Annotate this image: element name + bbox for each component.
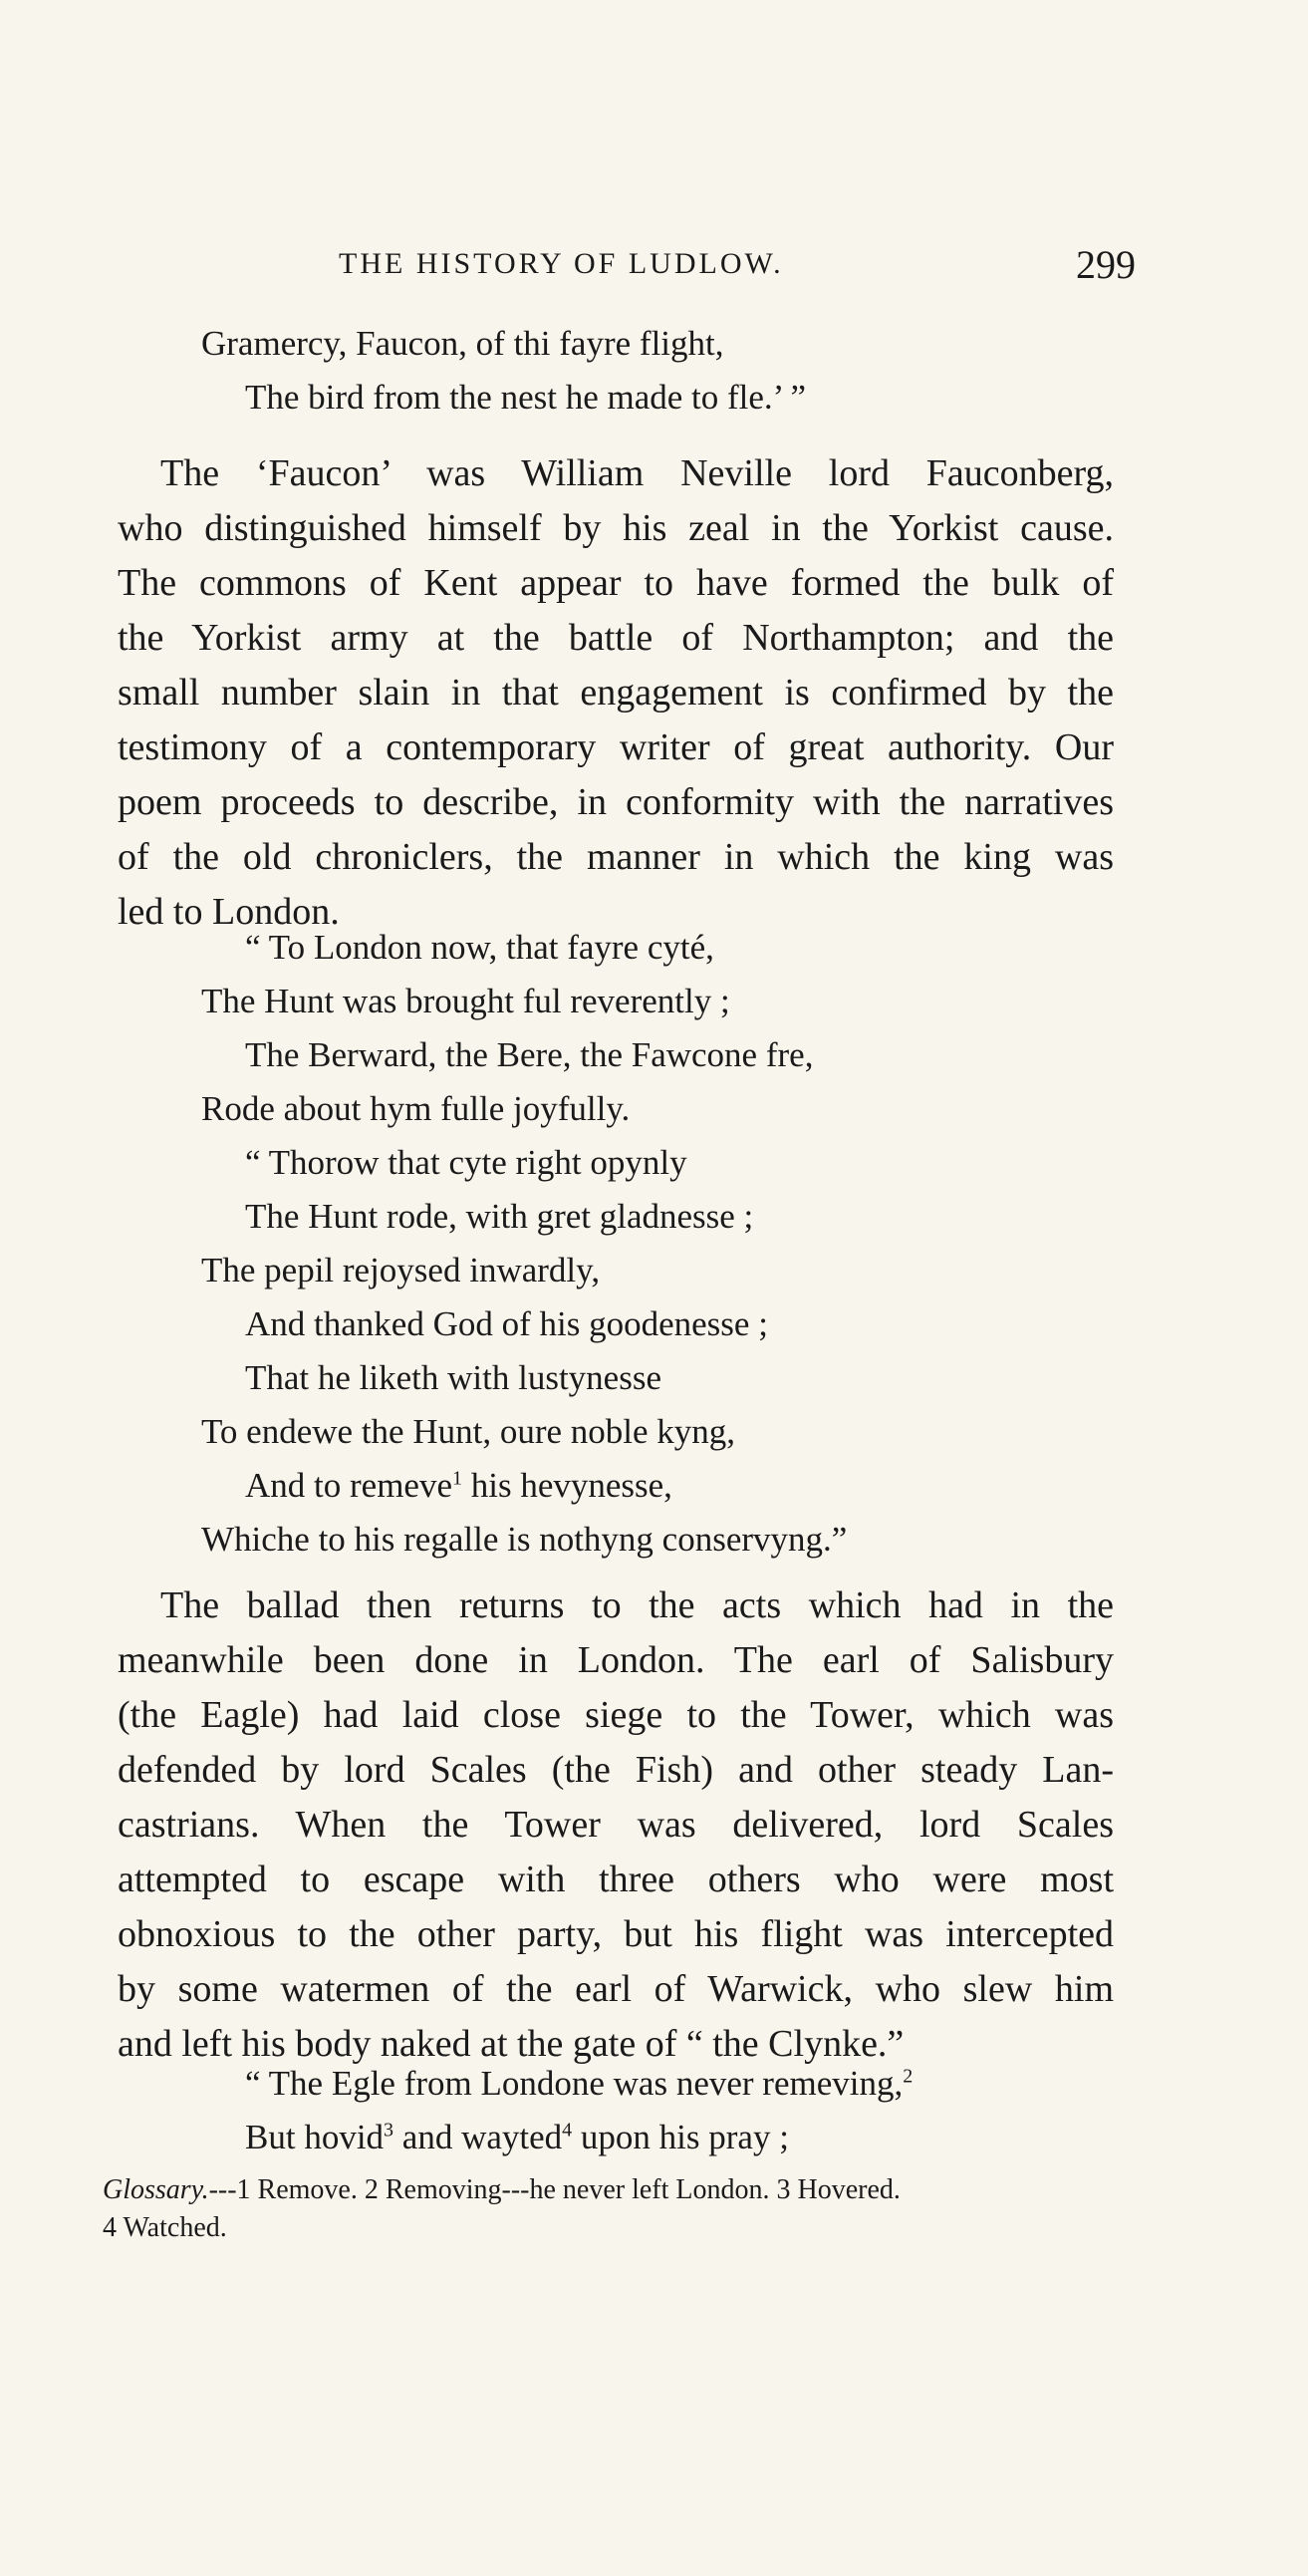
- page-number: 299: [1076, 242, 1136, 287]
- running-title: THE HISTORY OF LUDLOW.: [339, 247, 784, 280]
- footnote-line: 4 Watched.: [103, 2212, 227, 2243]
- verse-line: The Hunt was brought ful reverently ;: [201, 982, 730, 1020]
- paragraph-line: obnoxious to the other party, but his flight was intercepted: [118, 1913, 1114, 1955]
- verse-fragment: [201, 317, 806, 425]
- verse-text: And to remeve: [245, 1466, 452, 1505]
- verse-line: [201, 2111, 913, 2164]
- verse-line: The bird from the nest he made to fle.’ ”: [245, 378, 807, 417]
- verse-line: To endewe the Hunt, oure noble kyng,: [201, 1412, 736, 1451]
- paragraph-line: the Yorkist army at the battle of Northampton; and the: [118, 617, 1114, 659]
- paragraph-line: and left his body naked at the gate of “ the Clynke.”: [118, 2023, 905, 2065]
- verse-line: [201, 1459, 847, 1513]
- paragraph-line: The ‘Faucon’ was William Neville lord Fauconberg,: [160, 452, 1114, 494]
- glossary-label: Glossary.: [103, 2174, 209, 2205]
- paragraph-faucon: [118, 446, 1114, 940]
- verse-line: Whiche to his regalle is nothyng conservyng.”: [201, 1520, 848, 1559]
- verse-text: “ The Egle from Londone was never remeving,: [245, 2064, 904, 2103]
- verse-line: Gramercy, Faucon, of thi fayre flight,: [201, 324, 724, 363]
- verse-line: “ To London now, that fayre cyté,: [245, 928, 714, 967]
- paragraph-line: of the old chroniclers, the manner in which the king was: [118, 836, 1114, 878]
- paragraph-line: meanwhile been done in London. The earl of Salisbury: [118, 1639, 1114, 1681]
- verse-stanza-2: [201, 1136, 847, 1567]
- footnote-marker: 1: [451, 1467, 462, 1490]
- paragraph-line: led to London.: [118, 891, 340, 933]
- paragraph-line: The ballad then returns to the acts which had in the: [160, 1584, 1114, 1626]
- footnote-marker: 4: [562, 2119, 573, 2142]
- paragraph-line: who distinguished himself by his zeal in the Yorkist cause.: [118, 507, 1114, 549]
- paragraph-ballad: [118, 1578, 1114, 2072]
- verse-line: Rode about hym fulle joyfully.: [201, 1089, 631, 1128]
- verse-line: The pepil rejoysed inwardly,: [201, 1251, 601, 1289]
- footnote-marker: 3: [384, 2119, 394, 2142]
- paragraph-line: small number slain in that engagement is confirmed by the: [118, 672, 1114, 714]
- paragraph-line: poem proceeds to describe, in conformity with the narratives: [118, 781, 1114, 823]
- paragraph-line: testimony of a contemporary writer of great authority. Our: [118, 726, 1114, 768]
- verse-line: “ Thorow that cyte right opynly: [245, 1143, 687, 1182]
- footnote-line: [103, 2171, 1177, 2209]
- verse-stanza-1: [201, 921, 813, 1136]
- verse-line: And thanked God of his goodenesse ;: [245, 1304, 768, 1343]
- verse-line: The Berward, the Bere, the Fawcone fre,: [245, 1035, 814, 1074]
- verse-text: upon his pray ;: [572, 2118, 789, 2156]
- paragraph-line: The commons of Kent appear to have formed the bulk of: [118, 562, 1114, 604]
- verse-text: But hovid: [245, 2118, 385, 2156]
- paragraph-line: by some watermen of the earl of Warwick, who slew him: [118, 1968, 1114, 2010]
- verse-text: and wayted: [393, 2118, 563, 2156]
- footnotes: [103, 2171, 1177, 2247]
- paragraph-line: castrians. When the Tower was delivered, lord Scales: [118, 1804, 1114, 1846]
- verse-line: That he liketh with lustynesse: [245, 1358, 661, 1397]
- paragraph-line: (the Eagle) had laid close siege to the Tower, which was: [118, 1694, 1114, 1736]
- verse-line: The Hunt rode, with gret gladnesse ;: [245, 1197, 754, 1236]
- paragraph-line: defended by lord Scales (the Fish) and other steady Lan-: [118, 1749, 1114, 1791]
- footnote-text: ---1 Remove. 2 Removing---he never left London. 3 Hovered.: [208, 2174, 901, 2205]
- footnote-marker: 2: [903, 2065, 914, 2088]
- verse-stanza-3: [201, 2057, 913, 2164]
- page-header: [179, 242, 1136, 297]
- verse-line: [201, 2057, 913, 2111]
- verse-text: his hevynesse,: [461, 1466, 672, 1505]
- paragraph-line: attempted to escape with three others who were most: [118, 1859, 1114, 1900]
